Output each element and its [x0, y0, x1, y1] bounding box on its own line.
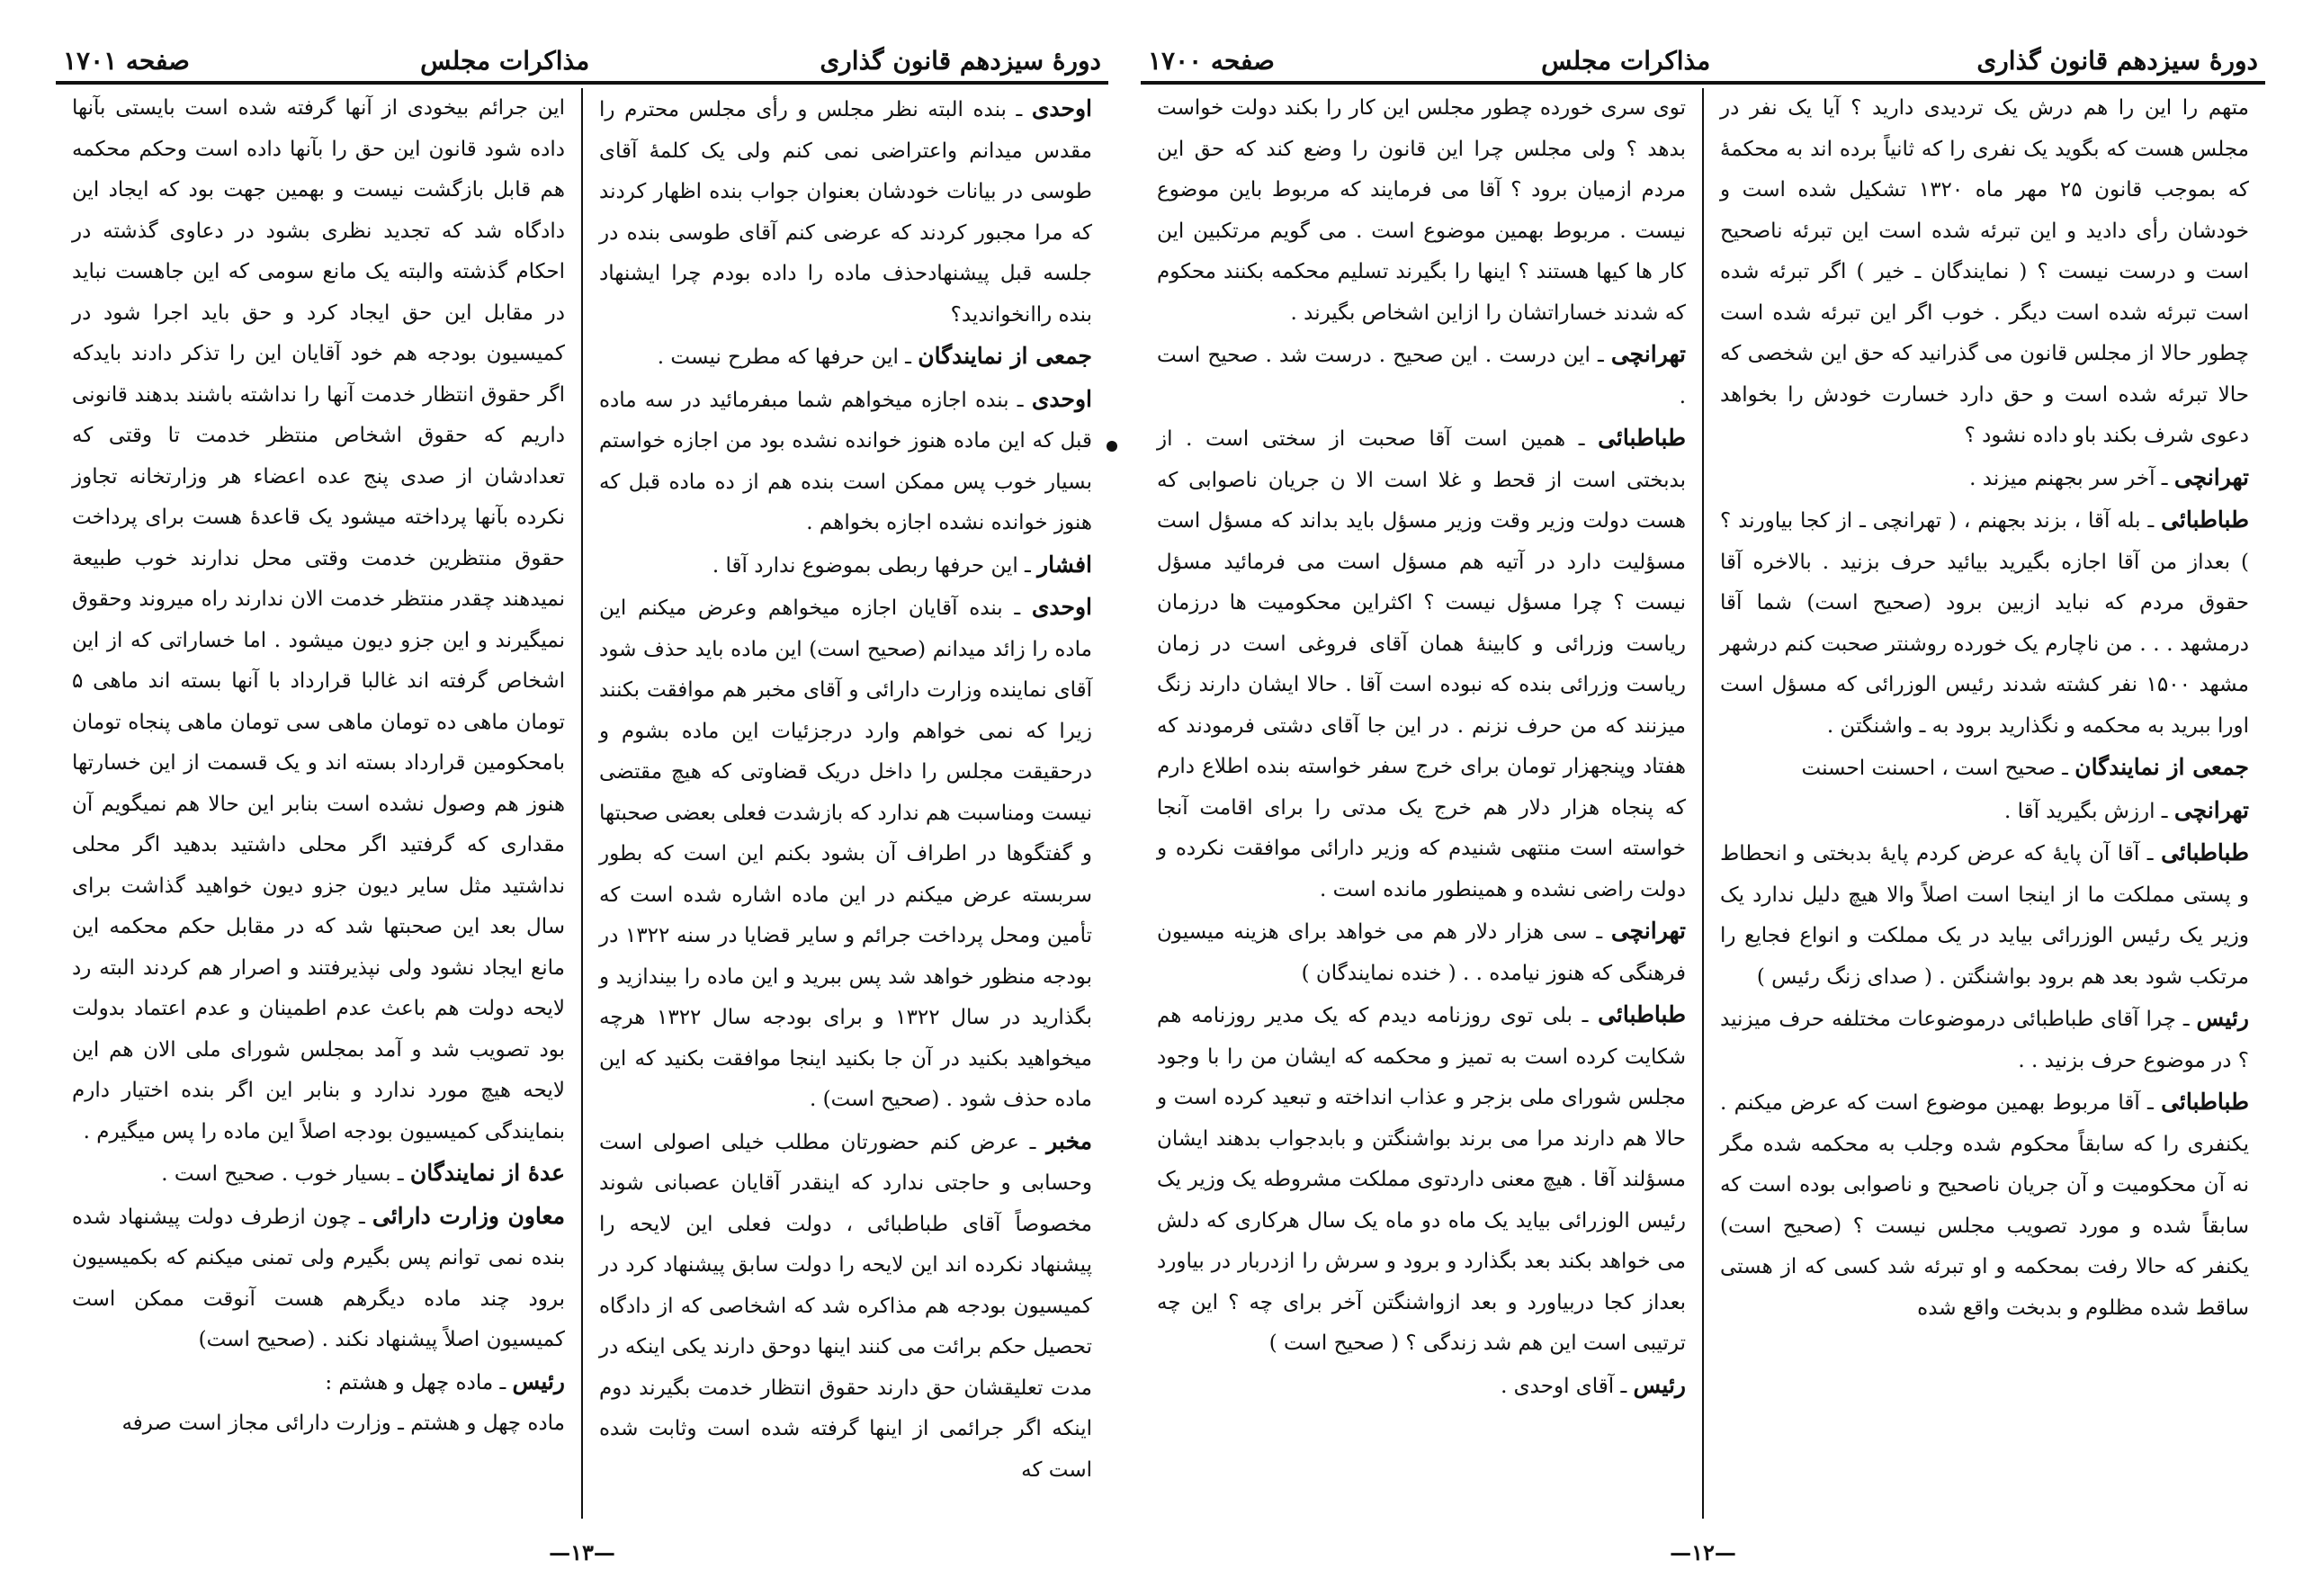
paragraph: [599, 336, 1092, 379]
paragraph: [599, 1121, 1092, 1492]
bullet-mark: [1107, 441, 1117, 452]
paragraph-text: ـ بنده اجازه میخواهم شما مبفرمائید در سه ماده قبل که این ماده هنوز خوانده نشده بود من اجازه خواستم بسیار خوب پس ممکن است بنده هم از ده ماده قبل که هنوز خوانده نشده اجازه بخواهم .: [599, 388, 1092, 534]
page-footer-number: —۱۳—: [549, 1539, 615, 1565]
paragraph-text: ـ این حرفها که مطرح نیست .: [657, 345, 919, 369]
speaker-name: اوحدی: [1031, 385, 1092, 412]
paragraph-text: ـ سی هزار دلار هم می خواهد برای هزینه میسیون فرهنگی که هنوز نیامده . . ( خنده نمایندگان ): [1157, 920, 1686, 985]
speaker-name: رئیس: [512, 1367, 565, 1394]
speaker-name: تهرانچی: [1610, 341, 1686, 367]
paragraph: [1720, 998, 2249, 1081]
paragraph: [72, 1403, 565, 1445]
paragraph-text: این جرائم بیخودی از آنها گرفته شده است بایستی بآنها داده شود قانون این حق را بآنها داده است وحکم محکمه هم قابل بازگشت نیست و بهمین جهت بود که ایجاد این دادگاه شد که تجدید نظری بشود در دعاوی گذشته در احکام گذشته والبته یک مانع سومی که این جاهست نباید در مقابل این حق ایجاد کرد و حق باید اجرا شود در کمیسیون بودجه هم خود آقایان این را تذکر دادند بایدکه اگر حقوق انتظار خدمت آنها را نداشته باشند بدهند قانونی داریم که حقوق اشخاص منتظر خدمت تا وقتی که تعدادشان از صدی پنج عده اعضاء هر وزارتخانه تجاوز نکرده بآنها پرداخته میشود یک قاعدهٔ هست برای پرداخت حقوق منتظرین خدمت وقتی محل ندارند خوب طبیعة نمیدهند چقدر منتظر خدمت الان ندارند راه میروند وحقوق نمیگیرند و این جزو دیون میشود . اما خساراتی که از این اشخاص گرفته اند غالبا قرارداد با آنها بسته اند ماهی ۵ تومان ماهی ده تومان ماهی سی تومان ماهی پنجاه تومان بامحکومین قرارداد بسته اند و یک قسمت از این خسارتها هنوز هم وصول نشده است بنابر این حالا هم نمیگویم آن مقداری که گرفتید اگر محلی داشتید بدهید اگر محلی نداشتید مثل سایر دیون جزو دیون خواهید گذاشت برای سال بعد این صحبتها شد که در مقابل حکم محکمه این مانع ایجاد نشود ولی نپذیرفتند و اصرار هم کردند البته رد لایحه دولت هم باعث عدم اطمینان و عدم اعتماد بدولت بود تصویب شد و آمد بمجلس شورای ملی الان هم این لایحه هیچ مورد ندارد و بنابر این اگر بنده اختیار دارم بنمایندگی کمیسیون بودجه اصلاً این ماده را پس میگیرم .: [72, 96, 565, 1143]
speaker-name: رئیس: [2196, 1005, 2249, 1031]
paragraph-text: ـ آخر سر بجهنم میزند .: [1969, 466, 2174, 490]
speaker-name: اوحدی: [1031, 95, 1092, 121]
paragraph: [599, 587, 1092, 1121]
paragraph-text: ـ این درست . این صحیح . درست شد . صحیح است .: [1157, 344, 1686, 408]
speaker-name: طباطبائی: [2161, 839, 2249, 865]
paragraph-text: ـ بنده آقایان اجازه میخواهم وعرض میکنم این ماده را زائد میدانم (صحیح است) این ماده باید حذف شود آقای نماینده وزارت دارائی و آقای مخبر هم موافقت بکنند زیرا که نمی خواهم وارد درجزئیات این ماده بشوم و درحقیقت مجلس را داخل دریک قضاوتی که هیچ مقتضی نیست ومناسبت هم ندارد که بازشدت فعلی بعضی صحبتها و گفتگوها در اطراف آن بشود بکنم این است که بطور سربسته عرض میکنم در این ماده اشاره شده است که تأمین ومحل پرداخت جرائم و سایر قضایا در سنه ۱۳۲۲ در بودجه منظور خواهد شد پس ببرید و این ماده را بیندازید و بگذارید در سال ۱۳۲۲ و برای بودجه سال ۱۳۲۲ هرچه میخواهید بکنید در آن جا بکنید اینجا موافقت بکنید که این ماده حذف شود . (صحیح است) .: [599, 596, 1093, 1111]
paragraph-text: ـ همین است آقا صحبت از سختی است . از بدبختی است از قحط و غلا است الا ن جریان ناصوابی که هست دولت وزیر وقت وزیر مسؤل باید بداند که مسؤل است مسؤلیت دارد در آتیه هم مسؤل است می فرمائید مسؤل نیست ؟ چرا مسؤل نیست ؟ اکثراین محکومیت ها درزمان ریاست وزرائی و کابینهٔ همان آقای فروغی است در زمان ریاست وزرائی بنده که نبوده است آقا . حالا ایشان دارند زنگ میزنند که من حرف نزنم . در این جا آقای دشتی فرمودند که هفتاد وپنجهزار تومان برای خرج سفر خواسته بنده اطلاع دارم که پنجاه هزار دلار هم خرج یک مدتی را برای اقامت آنجا خواسته است منتهی شنیدم که وزیر دارائی موافقت نکرده و دولت راضی نشده و همینطور مانده است .: [1157, 427, 1686, 901]
paragraph-text: متهم را این را هم درش یک تردیدی دارید ؟ آیا یک نفر در مجلس هست که بگوید یک نفری را که ثانیاً برده اند به محکمهٔ که بموجب قانون ۲۵ مهر ماه ۱۳۲۰ تشکیل شده است و خودشان رأی دادید و این تبرئه شده است این تبرئه ناصحیح است و درست نیست ؟ ( نمایندگان ـ خیر ) اگر تبرئه شده است تبرئه شده است دیگر . خوب اگر این تبرئه شده است چطور حالا از مجلس قانون می گذرانید که حق این شخصی که حالا تبرئه شده است و حق دارد خسارت خودش را بخواهد دعوی شرف بکند باو داده نشود ؟: [1720, 96, 2249, 447]
paragraph-text: ـ چون ازطرف دولت پیشنهاد شده بنده نمی توانم پس بگیرم ولی تمنی میکنم که بکمیسیون برود چند ماده دیگرهم هست آنوقت ممکن است کمیسیون اصلاً پیشنهاد نکند . (صحیح است): [72, 1205, 565, 1351]
right-page-header: [1141, 25, 2265, 85]
paragraph-text: ـ ارزش بگیرید آقا .: [2003, 799, 2174, 823]
paragraph-text: توی سری خورده چطور مجلس این کار را بکند دولت خواست بدهد ؟ ولی مجلس چرا این قانون را وضع کند که حق این مردم ازمیان برود ؟ آقا می فرمایند که مربوط باین موضوع نیست . مربوط بهمین موضوع است . می گویم مرتکبین این کار ها کیها هستند ؟ اینها را بگیرند تسلیم محکمه بکنند محکوم که شدند خساراتشان را ازاین اشخاص بگیرند .: [1157, 96, 1686, 325]
paragraph: [72, 1152, 565, 1196]
column-left: [56, 88, 583, 1519]
paragraph: [1157, 417, 1686, 910]
publication-title: مذاکرات مجلس: [1541, 46, 1711, 76]
paragraph-text: ـ آقا آن پایهٔ که عرض کردم پایهٔ بدبختی و انحطاط و پستی مملکت ما از اینجا است اصلاً والا هیچ دلیل ندارد یک وزیر یک رئیس الوزرائی بیاید در یک مملکت و انواع فجایع را مرتکب شود بعد هم برود بواشنگتن . ( صدای زنگ رئیس ): [1720, 842, 2249, 989]
paragraph: [72, 1196, 565, 1361]
page-number: صفحه ۱۷۰۰: [1148, 46, 1275, 76]
speaker-name: طباطبائی: [1598, 425, 1686, 451]
speaker-name: تهرانچی: [2173, 796, 2249, 823]
paragraph: [72, 1361, 565, 1404]
page-number: صفحه ۱۷۰۱: [63, 46, 190, 76]
paragraph: [1720, 499, 2249, 747]
speaker-name: تهرانچی: [2173, 463, 2249, 490]
speaker-name: طباطبائی: [1598, 1001, 1686, 1027]
speaker-name: طباطبائی: [2161, 1089, 2249, 1115]
paragraph: [1720, 747, 2249, 790]
session-title: دورهٔ سیزدهم قانون گذاری: [820, 46, 1101, 76]
left-page-header: [56, 25, 1108, 85]
paragraph-text: ـ بلی توی روزنامه دیدم که یک مدیر روزنامه هم شکایت کرده است به تمیز و محکمه که ایشان من را با وجود مجلس شورای ملی بزجر و عذاب انداخته و تبعید کرده است و حالا هم دارند مرا می برند بواشنگتن و بابدجواب بدهند ایشان مسؤلند آقا . هیچ معنی داردتوی مملکت مشروطه یک وزیر یک رئیس الوزرائی بیاید یک ماه دو ماه یک سال هرکاری که دلش می خواهد بکند بعد بگذارد و برود و سرش را ازدربار در بیاورد بعداز کجا دربیاورد و بعد ازواشنگتن آخر برای چه ؟ این چه ترتیبی است این هم شد زندگی ؟ ( صحیح است ): [1157, 1004, 1686, 1355]
page-footer-number: —۱۲—: [1670, 1539, 1736, 1565]
left-page: [56, 25, 1108, 1582]
paragraph-text: ـ عرض کنم حضورتان مطلب خیلی اصولی است وحسابی و حاجتی ندارد که اینقدر آقایان عصبانی شوند مخصوصاً آقای طباطبائی ، دولت فعلی این لایحه را پیشنهاد نکرده اند این لایحه را دولت سابق پیشنهاد کرد در کمیسیون بودجه هم مذاکره شد که اشخاصی که از دادگاه تحصیل حکم برائت می کنند اینها دوحق دارند یکی اینکه در مدت تعلیقشان حق دارند حقوق انتظار خدمت بگیرند دوم اینکه اگر جرائمی از اینها گرفته شده است وثابت شده است که: [599, 1130, 1092, 1482]
column-left: [1141, 88, 1704, 1519]
paragraph-text: ـ بسیار خوب . صحیح است .: [161, 1162, 410, 1186]
paragraph: [599, 544, 1092, 587]
speaker-name: جمعی از نمایندگان: [918, 343, 1092, 369]
speaker-name: اوحدی: [1031, 594, 1092, 620]
paragraph: [1157, 334, 1686, 417]
speaker-name: جمعی از نمایندگان: [2074, 754, 2249, 780]
right-page: [1141, 25, 2265, 1582]
speaker-name: تهرانچی: [1610, 918, 1686, 944]
paragraph: [1720, 1081, 2249, 1329]
paragraph-text: ـ آقای اوحدی .: [1501, 1374, 1634, 1398]
paragraph: [1157, 1365, 1686, 1408]
speaker-name: مخبر: [1046, 1127, 1092, 1154]
speaker-name: عدهٔ از نمایندگان: [409, 1160, 565, 1186]
paragraph: [1720, 88, 2249, 457]
paragraph-text: ـ ماده چهل و هشتم :: [325, 1370, 513, 1394]
paragraph: [1157, 88, 1686, 334]
paragraph-text: ماده چهل و هشتم ـ وزارت دارائی مجاز است صرفه: [121, 1412, 565, 1435]
session-title: دورهٔ سیزدهم قانون گذاری: [1976, 46, 2258, 76]
paragraph: [72, 88, 565, 1152]
paragraph: [599, 379, 1092, 544]
paragraph: [599, 88, 1092, 336]
paragraph: [1157, 910, 1686, 994]
column-right: [583, 88, 1108, 1519]
paragraph-text: ـ چرا آقای طباطبائی درموضوعات مختلفه حرف میزنید ؟ در موضوع حرف بزنید . .: [1720, 1008, 2249, 1072]
paragraph-text: ـ آقا مربوط بهمین موضوع است که عرض میکنم . یکنفری را که سابقاً محکوم شده وجلب به محکمه شده مگر نه آن محکومیت و آن جریان ناصحیح و ناصوابی بوده است که سابقاً شده و مورد تصویب مجلس نیست ؟ (صحیح است) یکنفر که حالا رفت بمحکمه و او تبرئه شد کسی که از هستی ساقط شده مظلوم و بدبخت واقع شده: [1720, 1091, 2249, 1320]
paragraph-text: ـ این حرفها ربطی بموضوع ندارد آقا .: [712, 553, 1038, 578]
publication-title: مذاکرات مجلس: [420, 46, 590, 76]
paragraph: [1720, 457, 2249, 500]
speaker-name: طباطبائی: [2161, 507, 2249, 533]
paragraph-text: ـ بله آقا ، بزند بجهنم ، ( تهرانچی ـ از کجا بیاورند ؟ ) بعداز من آقا اجازه بگیرید بیائید حرف بزنید . بالاخره آقا حقوق مردم که نباید ازبین برود (صحیح است) شما آقا درمشهد . . . من ناچارم یک خورده روشنتر صحبت کنم درشهر مشهد ۱۵۰۰ نفر کشته شدند رئیس الوزرائی که مسؤل است اورا ببرید به محکمه و نگذارید برود به ـ واشنگتن .: [1720, 509, 2249, 738]
speaker-name: رئیس: [1633, 1371, 1686, 1398]
paragraph-text: ـ صحیح است ، احسنت احسنت: [1801, 757, 2075, 780]
speaker-name: افشار: [1037, 551, 1092, 578]
paragraph-text: ـ بنده البته نظر مجلس و رأی مجلس محترم را مقدس میدانم واعتراضی نمی کنم ولی یک کلمهٔ آقای طوسی در بیانات خودشان بعنوان جواب بنده اظهار کردند که مرا مجبور کردند که عرضی کنم آقای طوسی بنده در جلسه قبل پیشنهادحذف ماده را داده بودم چرا ایشنهاد بنده راانخواندید؟: [599, 98, 1092, 327]
speaker-name: معاون وزارت دارائی: [372, 1202, 566, 1229]
paragraph: [1720, 790, 2249, 833]
column-right: [1704, 88, 2265, 1519]
paragraph: [1157, 994, 1686, 1365]
paragraph: [1720, 832, 2249, 998]
